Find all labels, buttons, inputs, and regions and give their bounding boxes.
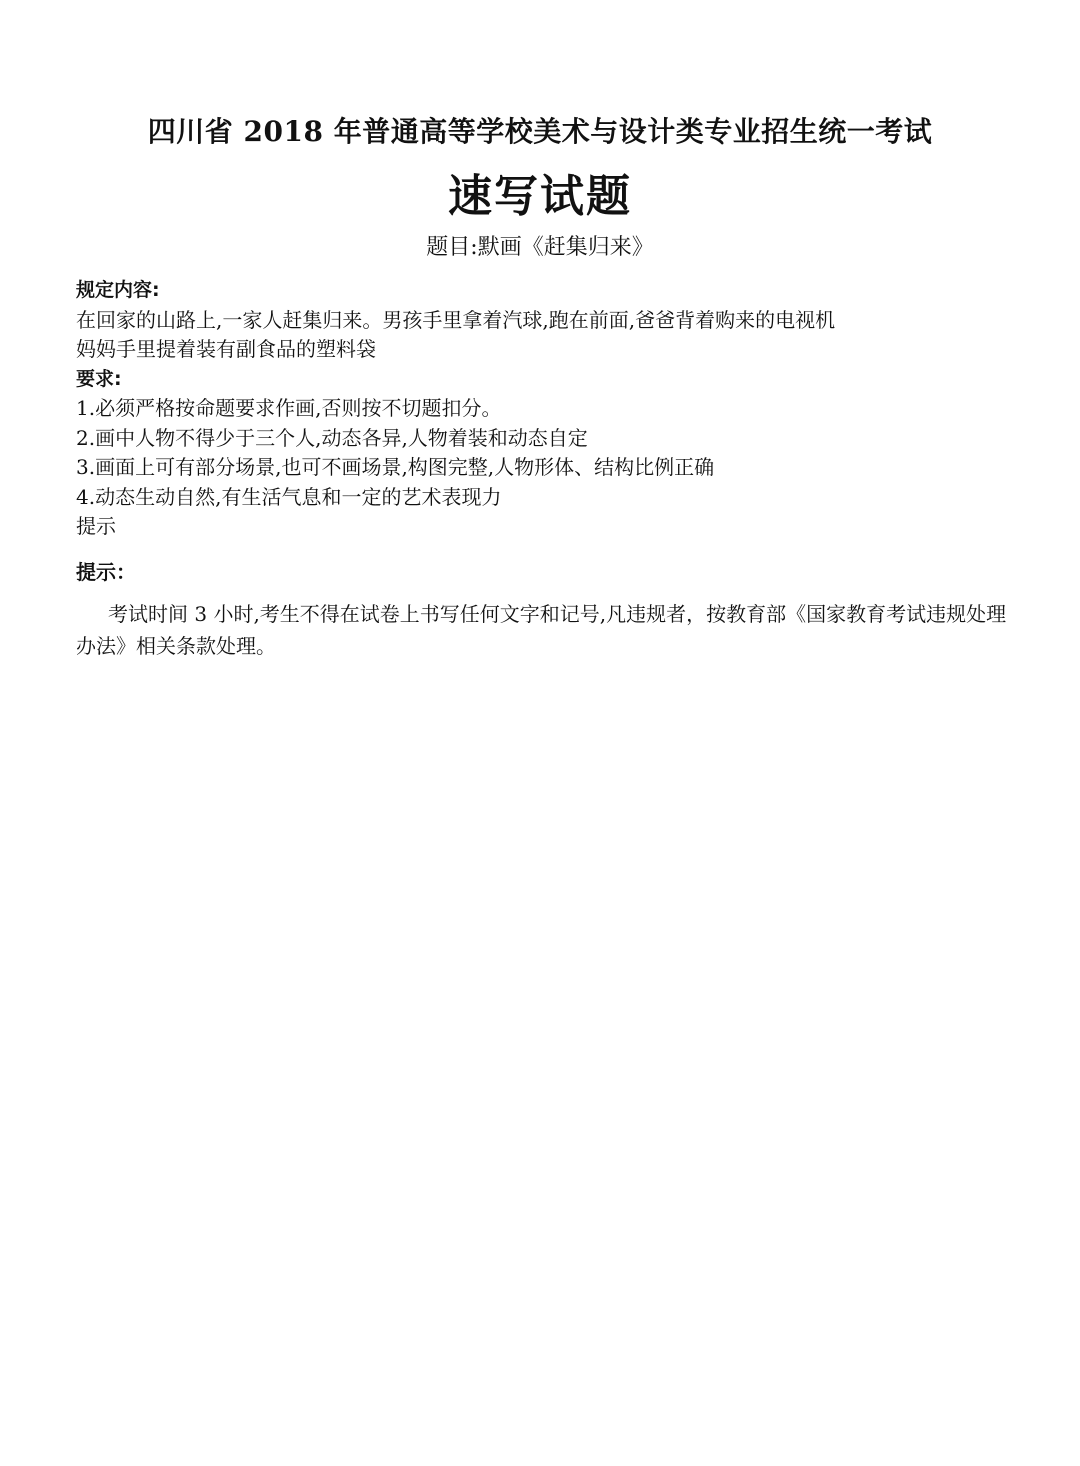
document-title: 速写试题 bbox=[448, 171, 632, 222]
requirement-item: 4.动态生动自然,有生活气息和一定的艺术表现力 bbox=[76, 484, 502, 509]
content-heading: 规定内容: bbox=[76, 279, 160, 301]
notice-heading: 提示： bbox=[76, 560, 136, 584]
requirement-item: 1.必须严格按命题要求作画,否则按不切题扣分。 bbox=[76, 396, 502, 420]
trailing-text: 提示 bbox=[76, 514, 116, 538]
notice-text: 考试时间 3 小时,考生不得在试卷上书写任何文字和记号,凡违规者，按教育部《国家教育考试违规处理办法》相关条款处理。 bbox=[76, 602, 1007, 658]
content-line: 妈妈手里提着装有副食品的塑料袋 bbox=[76, 337, 376, 361]
requirement-item: 2.画中人物不得少于三个人,动态各异,人物着装和动态自定 bbox=[76, 425, 588, 450]
requirement-item: 3.画面上可有部分场景,也可不画场景,构图完整,人物形体、结构比例正确 bbox=[76, 455, 715, 479]
requirements-heading: 要求: bbox=[76, 367, 122, 390]
exam-title: 四川省 2018 年普通高等学校美术与设计类专业招生统一考试 bbox=[147, 115, 933, 148]
exam-body bbox=[76, 276, 1036, 542]
content-line: 在回家的山路上,一家人赶集归来。男孩手里拿着汽球,跑在前面,爸爸背着购来的电视机 bbox=[76, 307, 836, 332]
topic-line: 题目:默画《赶集归来》 bbox=[426, 235, 654, 260]
